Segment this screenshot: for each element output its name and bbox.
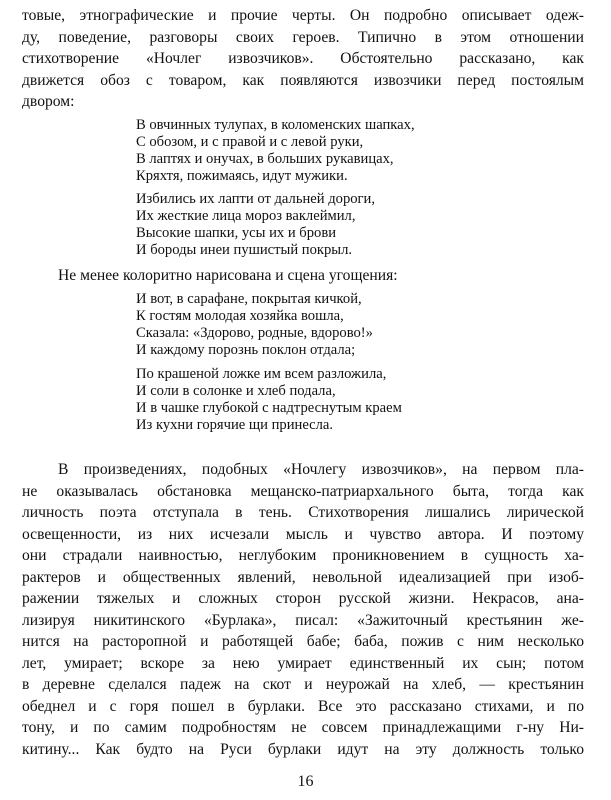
intro-line: Не менее колоритно нарисована и сцена угощения: [58,267,398,284]
text-line: двором: [22,93,75,110]
text-line: в деревне сделался падеж на скот и неурожай на хлеб, — крестьянин [22,676,584,693]
verse-line: Избились их лапти от дальней дороги, [136,191,375,207]
text-line: китину... Как будто на Руси бурлаки идут на эту должность только [22,740,584,758]
verse-line: Их жесткие лица мороз ваклеймил, [136,208,356,224]
text-line: нится на расторопной и работящей бабе; баба, пожив с ним несколько [22,633,584,650]
text-line: они страдали наивностью, неглубоким проникновением в сущность ха- [22,547,584,564]
verse-line: По крашеной ложке им всем разложила, [136,366,387,382]
text-line: лизируя никитинского «Бурлака», писал: «Зажиточный крестьянин же- [22,611,584,629]
text-line: лет, умирает; вскоре за нею умирает единственный их сын; потом [22,654,584,672]
text-line: не оказывалась обстановка мещанско-патриархального быта, тогда как [22,482,584,500]
verse-line: И соли в солонке и хлеб подала, [136,383,336,399]
text-line: тону, и по самим подробностям не совсем принадлежащими г-ну Ни- [22,719,584,736]
text-line: стихотворение «Ночлег извозчиков». Обстоятельно рассказано, как [22,50,584,67]
text-line: рактеров и общественных явлений, невольной идеализацией при изоб- [22,568,584,586]
verse-line: Из кухни горячие щи принесла. [136,417,334,433]
verse-line: И бороды инеи пушистый покрыл. [136,242,353,258]
text-line: В произведениях, подобных «Ночлегу извозчиков», на первом пла- [58,461,584,478]
verse-line: И каждому порознь поклон отдала; [136,342,356,358]
text-line: личность поэта отступала в тень. Стихотворения лишались лирической [22,504,584,521]
verse-line: И в чашке глубокой с надтреснутым краем [136,400,402,416]
text-line: освещенности, из них исчезали мысль и чувство автора. И поэтому [22,525,584,543]
text-line: обеднел и с горя пошел в бурлаки. Все это рассказано стихами, и по [22,697,584,715]
text-line: ражении тяжелых и сложных сторон русской жизни. Некрасов, ана- [22,590,584,607]
verse-line: К гостям молодая хозяйка вошла, [136,308,344,324]
verse-line: В лаптях и онучах, в больших рукавицах, [136,151,394,167]
text-line: движется обоз с товаром, как появляются извозчики перед постоялым [22,71,584,89]
verse-line: С обозом, и с правой и с левой руки, [136,134,364,150]
verse-line: В овчинных тулупах, в коломенских шапках, [136,117,415,133]
verse-line: Сказала: «Здорово, родные, вдорово!» [136,325,373,341]
verse-line: Кряхтя, пожимаясь, идут мужики. [136,168,348,184]
verse-line: И вот, в сарафане, покрытая кичкой, [136,291,362,307]
verse-line: Высокие шапки, усы их и брови [136,225,337,241]
text-line: ду, поведение, разговоры своих героев. Типично в этом отношении [22,28,584,46]
page-number: 16 [297,773,314,790]
text-line: товые, этнографические и прочие черты. Он подробно описывает одеж- [22,7,584,24]
